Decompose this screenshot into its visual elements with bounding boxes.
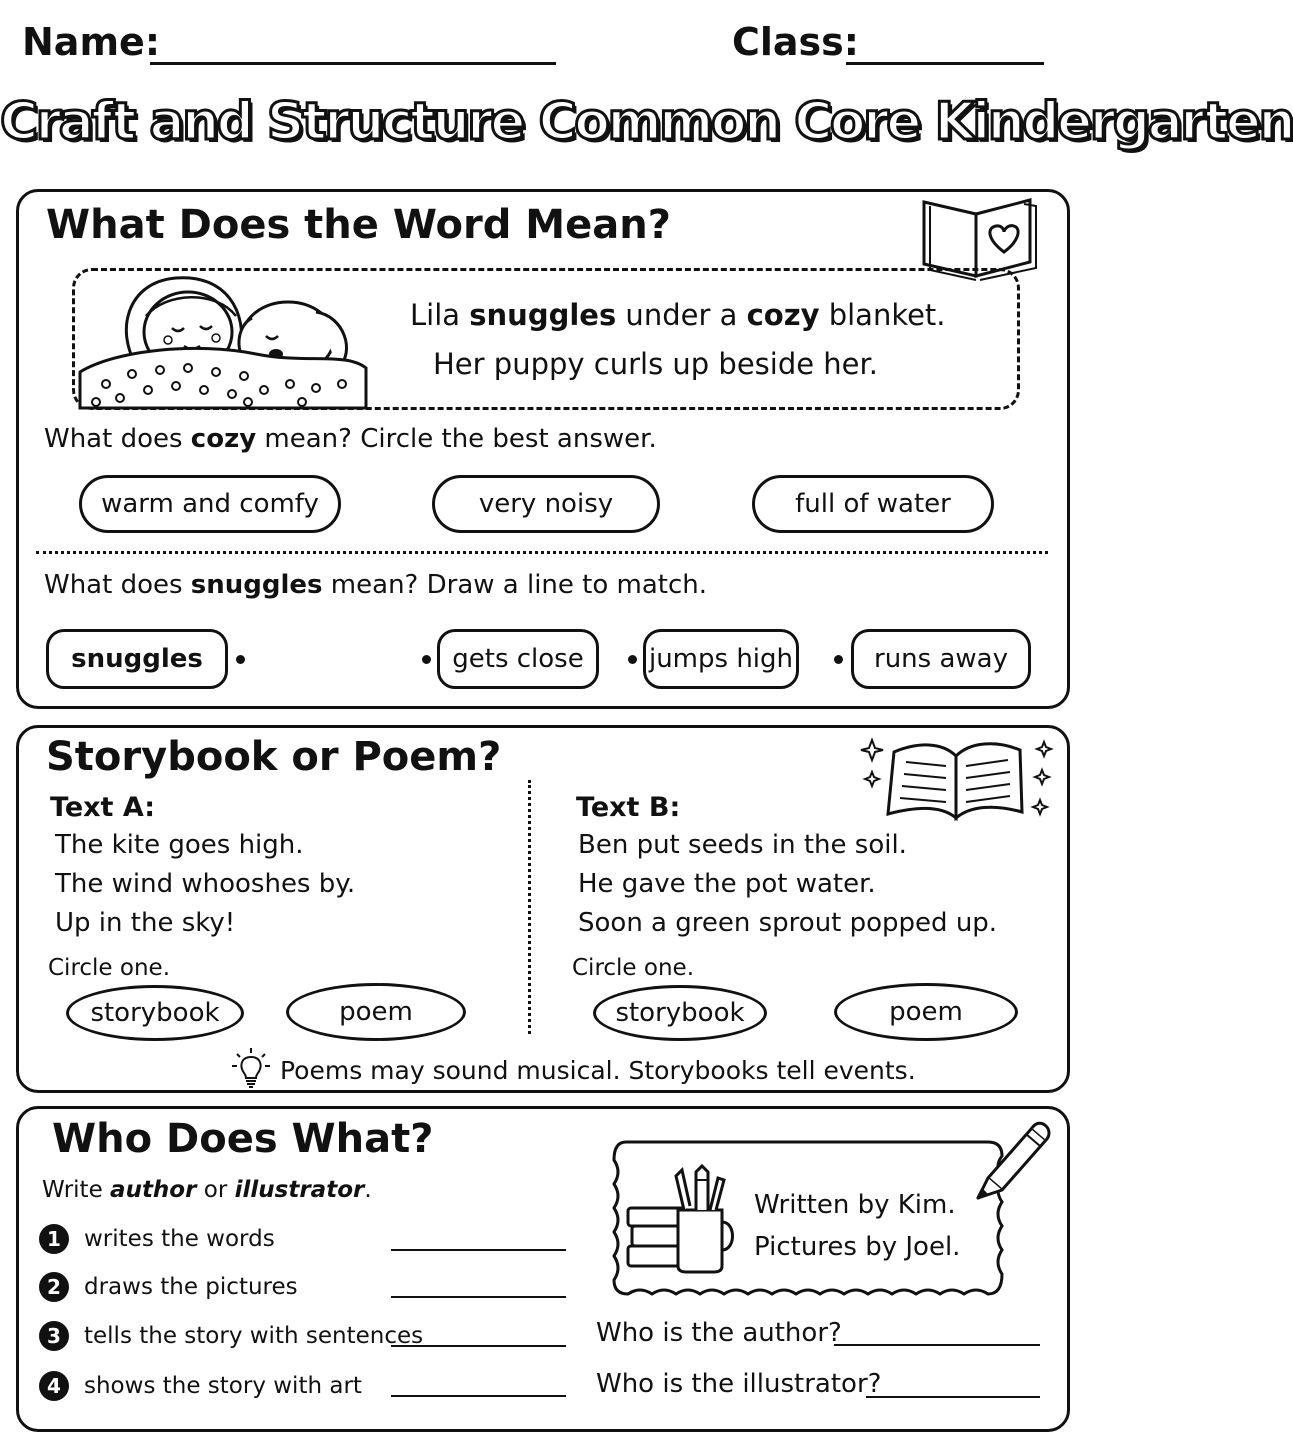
books-pencil-cup-icon [624,1166,736,1276]
girl-puppy-illustration [76,272,376,408]
tip-text: Poems may sound musical. Storybooks tell events. [280,1056,916,1085]
open-book-sparkles-icon [858,728,1056,826]
match-dot-gets-close[interactable] [422,655,431,664]
match-dot-term[interactable] [236,655,245,664]
text-a-label: Text A: [50,792,156,823]
option-warm-and-comfy[interactable]: warm and comfy [79,475,341,533]
name-label: Name: [22,20,161,64]
passage-line-1: Lila snuggles under a cozy blanket. [410,298,946,332]
section2-heading: Storybook or Poem? [46,734,502,780]
text-a-line-2: The wind whooshes by. [55,869,356,899]
text-b-label: Text B: [576,792,681,823]
term-snuggles[interactable]: snuggles [46,629,228,689]
class-line[interactable] [846,62,1044,65]
worksheet-title: Craft and Structure Common Core Kindergarten [0,92,1293,152]
item-answer-line-4[interactable] [391,1395,566,1397]
question-snuggles: What does snuggles mean? Draw a line to match. [44,570,708,600]
text-column-divider [528,780,531,1034]
item-number-3: 3 [39,1321,69,1351]
item-number-1: 1 [39,1224,69,1254]
illustrator-answer-line[interactable] [866,1396,1040,1398]
text-b-line-3: Soon a green sprout popped up. [578,908,998,938]
text-a-line-1: The kite goes high. [55,830,304,860]
item-text-3: tells the story with sentences [84,1323,424,1349]
passage-line-2: Her puppy curls up beside her. [433,347,878,381]
text-a-line-3: Up in the sky! [55,908,236,938]
text-b-prompt: Circle one. [572,955,695,981]
match-option-runs-away[interactable]: runs away [851,629,1031,689]
pencil-icon [970,1118,1052,1204]
dotted-divider [36,551,1048,554]
item-text-4: shows the story with art [84,1373,362,1399]
author-answer-line[interactable] [834,1344,1040,1346]
text-a-prompt: Circle one. [48,955,171,981]
item-text-1: writes the words [84,1226,275,1252]
match-dot-jumps-high[interactable] [628,655,637,664]
text-b-option-poem[interactable]: poem [834,983,1018,1041]
name-line[interactable] [150,62,556,65]
option-full-of-water[interactable]: full of water [752,475,994,533]
question-cozy: What does cozy mean? Circle the best answer. [44,424,657,454]
section3-instruction: Write author or illustrator. [42,1177,372,1203]
text-a-option-storybook[interactable]: storybook [66,985,244,1041]
item-number-2: 2 [39,1272,69,1302]
section3-heading: Who Does What? [52,1116,434,1162]
item-answer-line-2[interactable] [391,1296,566,1298]
text-b-option-storybook[interactable]: storybook [593,985,767,1041]
match-option-gets-close[interactable]: gets close [437,629,599,689]
item-answer-line-3[interactable] [391,1345,566,1347]
option-very-noisy[interactable]: very noisy [432,475,660,533]
match-dot-runs-away[interactable] [834,655,843,664]
credit-written-by: Written by Kim. [754,1190,956,1220]
text-b-line-1: Ben put seeds in the soil. [578,830,907,860]
lightbulb-icon [230,1046,272,1090]
item-number-4: 4 [39,1371,69,1401]
text-a-option-poem[interactable]: poem [286,983,466,1041]
class-label: Class: [732,20,859,64]
author-question: Who is the author? [596,1318,842,1348]
illustrator-question: Who is the illustrator? [596,1369,882,1399]
section1-heading: What Does the Word Mean? [46,202,671,248]
item-answer-line-1[interactable] [391,1249,566,1251]
credit-pictures-by: Pictures by Joel. [754,1232,961,1262]
text-b-line-2: He gave the pot water. [578,869,876,899]
match-option-jumps-high[interactable]: jumps high [643,629,799,689]
item-text-2: draws the pictures [84,1274,298,1300]
